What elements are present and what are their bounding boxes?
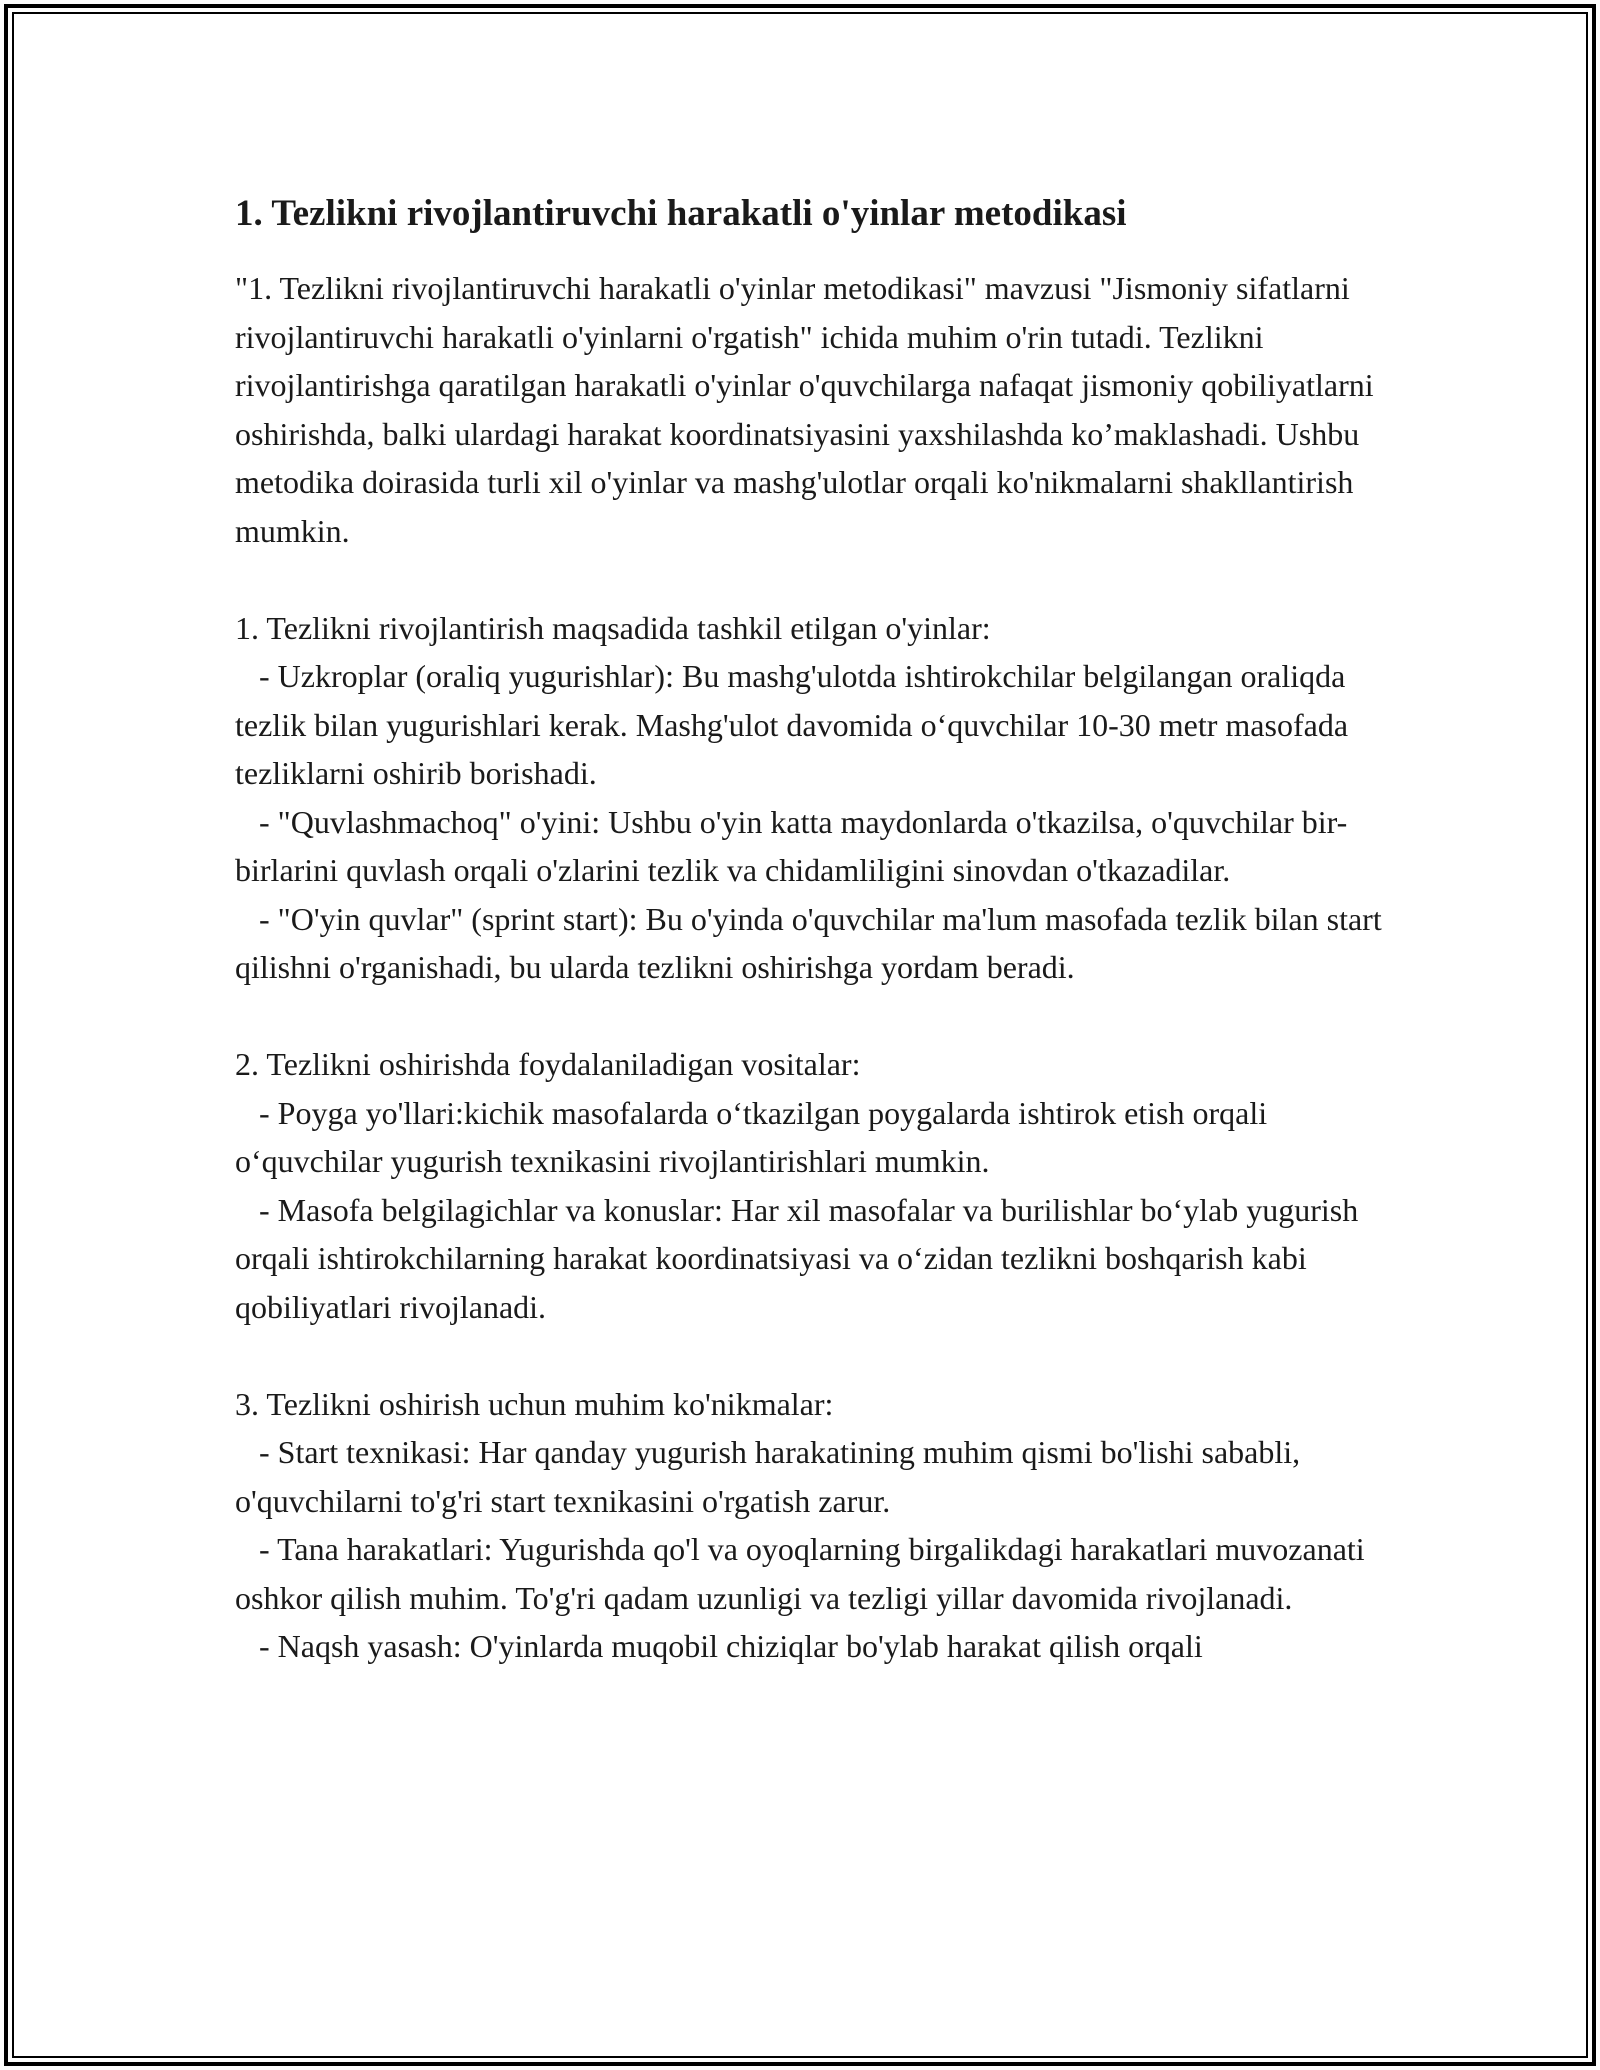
section-3-item-3: - Naqsh yasash: O'yinlarda muqobil chiziqlar bo'ylab harakat qilish orqali [235,1628,1203,1664]
section-1-item-2: - "Quvlashmachoq" o'yini: Ushbu o'yin katta maydonlarda o'tkazilsa, o'quvchilar bir-birlarini quvlash orqali o'zlarini tezlik va chidamliligini sinovdan o'tkazadilar. [235,803,1348,888]
intro-paragraph: "1. Tezlikni rivojlantiruvchi harakatli o'yinlar metodikasi" mavzusi "Jismoniy sifatlarni rivojlantiruvchi harakatli o'yinlarni o'rgatish" ichida muhim o'rin tutadi. Tezlikni rivojlantirishga qaratilgan harakatli o'yinlar o'quvchilarga nafaqat jismoniy qobiliyatlarni oshirishda, balki ulardagi harakat koordinatsiyasini yaxshilashda ko’maklashadi. Ushbu metodika doirasida turli xil o'yinlar va mashg'ulotlar orqali ko'nikmalarni shakllantirish mumkin. [235,270,1382,549]
section-1-heading: 1. Tezlikni rivojlantirish maqsadida tashkil etilgan o'yinlar: [235,609,991,646]
section-3-heading: 3. Tezlikni oshirish uchun muhim ko'nikmalar: [235,1385,834,1422]
section-1-item-3: - "O'yin quvlar" (sprint start): Bu o'yinda o'quvchilar ma'lum masofada tezlik bilan start qilishni o'rganishadi, bu ularda tezlikni oshirishga yordam beradi. [235,900,1390,985]
paragraph-gap [235,555,1385,604]
document-title: 1. Tezlikni rivojlantiruvchi harakatli o'yinlar metodikasi [235,193,1127,234]
section-2-item-2: - Masofa belgilagichlar va konuslar: Har xil masofalar va burilishlar bo‘ylab yugurish orqali ishtirokchilarning harakat koordinatsiyasi va o‘zidan tezlikni boshqarish kabi qobiliyatlari rivojlanadi. [235,1191,1367,1325]
section-1-item-1: - Uzkroplar (oraliq yugurishlar): Bu mashg'ulotda ishtirokchilar belgilangan oraliqda tezlik bilan yugurishlari kerak. Mashg'ulot davomida o‘quvchilar 10-30 metr masofada tezliklarni oshirib borishadi. [235,658,1357,791]
paragraph-gap [235,992,1385,1041]
section-2-heading: 2. Tezlikni oshirishda foydalaniladigan vositalar: [235,1046,861,1082]
section-3-item-2: - Tana harakatlari: Yugurishda qo'l va oyoqlarning birgalikdagi harakatlari muvozanati oshkor qilish muhim. To'g'ri qadam uzunligi va tezligi yillar davomida rivojlanadi. [235,1531,1373,1616]
section-2-item-1: - Poyga yo'llari:kichik masofalarda o‘tkazilgan poygalarda ishtirok etish orqali o‘quvchilar yugurish texnikasini rivojlantirishlari mumkin. [235,1094,1276,1179]
paragraph-gap [235,1331,1385,1380]
document-body [235,186,1390,1671]
section-3-item-1: - Start texnikasi: Har qanday yugurish harakatining muhim qismi bo'lishi sababli, o'quvchilarni to'g'ri start texnikasini o'rgatish zarur. [235,1434,1309,1519]
